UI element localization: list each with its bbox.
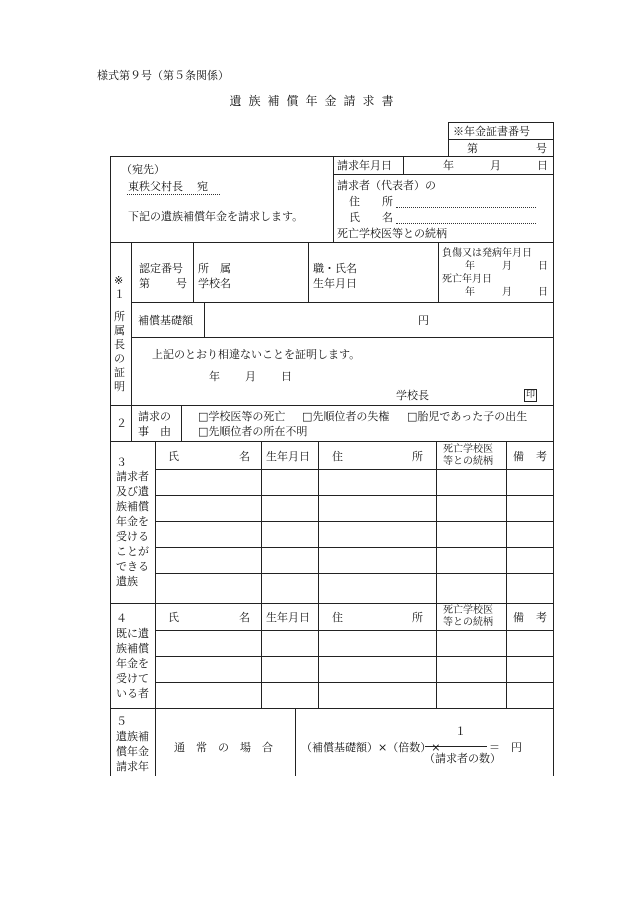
atesaki: （宛先） xyxy=(121,163,165,176)
col-mei: 名 xyxy=(239,450,250,463)
col-bi: 備 xyxy=(513,450,524,463)
col-birth: 生年月日 xyxy=(266,450,310,463)
section3-label-6: ことが xyxy=(116,545,149,558)
frame-left xyxy=(110,156,111,776)
nintei-label: 認定番号 xyxy=(139,262,183,275)
col-ko: 考 xyxy=(536,450,547,463)
option-death[interactable]: □学校医等の死亡 xyxy=(198,410,286,423)
col4-bi: 備 xyxy=(513,611,524,624)
section2-number: ２ xyxy=(116,417,127,430)
principal-label: 学校長 xyxy=(396,389,429,402)
formula-right: ＝ 円 xyxy=(489,741,522,754)
col-relation-2: 等との続柄 xyxy=(443,456,493,467)
shoku-label: 職・氏名 xyxy=(313,262,357,275)
cert-no-dai: 第 xyxy=(467,142,478,155)
col4-ju: 住 xyxy=(332,611,343,624)
cert-year: 年 xyxy=(209,370,220,383)
section5-label-3: 請求年 xyxy=(116,760,149,773)
section1-side-label: 所属長の証明 xyxy=(114,310,125,393)
section3-label-5: 受ける xyxy=(116,530,149,543)
formula-numerator: １ xyxy=(455,725,466,738)
section2-label-1: 請求の xyxy=(138,410,171,423)
form-label: 様式第９号（第５条関係） xyxy=(97,69,229,82)
col-relation-1: 死亡学校医 xyxy=(443,444,493,455)
address-label: 住 所 xyxy=(349,195,393,208)
seal-mark: 印 xyxy=(525,390,535,400)
formula-denominator: （請求者の数） xyxy=(424,752,501,765)
death-year: 年 xyxy=(465,287,475,298)
relation-label: 死亡学校医等との続柄 xyxy=(337,227,447,240)
section5-label-1: 遺族補 xyxy=(116,730,149,743)
name-label: 氏 名 xyxy=(349,211,393,224)
gakko-label: 学校名 xyxy=(198,277,231,290)
addressee-suffix: 宛 xyxy=(197,180,208,193)
date-month: 月 xyxy=(490,159,501,172)
section3-label-1: 請求者 xyxy=(116,470,149,483)
section5-number: ５ xyxy=(116,715,127,728)
option-birth[interactable]: □胎児であった子の出生 xyxy=(407,410,528,423)
date-day: 日 xyxy=(537,159,548,172)
section4-label-5: いる者 xyxy=(116,687,149,700)
section3-label-8: 遺族 xyxy=(116,575,138,588)
case-label: 通 常 の 場 合 xyxy=(174,741,273,754)
option-missing[interactable]: □先順位者の所在不明 xyxy=(198,425,308,438)
fraction-bar xyxy=(425,746,487,747)
section2-label-2: 事 由 xyxy=(138,425,171,438)
col4-shi: 氏 xyxy=(168,611,179,624)
injury-month: 月 xyxy=(502,261,512,272)
request-text: 下記の遺族補償年金を請求します。 xyxy=(128,210,304,223)
frame-right xyxy=(553,156,554,776)
section1-number: １ xyxy=(114,288,125,301)
injury-label: 負傷又は発病年月日 xyxy=(442,248,532,259)
col-sho: 所 xyxy=(412,450,423,463)
formula-left: （補償基礎額）×（倍数）× xyxy=(301,741,441,754)
cert-day: 日 xyxy=(281,370,292,383)
col4-sho: 所 xyxy=(412,611,423,624)
section1-mark: ※ xyxy=(114,274,124,287)
document-title: 遺族補償年金請求書 xyxy=(229,94,401,108)
cert-no-go: 号 xyxy=(536,142,547,155)
shozoku-label: 所 属 xyxy=(198,262,231,275)
base-label: 補償基礎額 xyxy=(138,314,193,327)
section3-label-2: 及び遺 xyxy=(116,485,149,498)
section4-label-4: 受けて xyxy=(116,672,149,685)
claimant-label: 請求者（代表者）の xyxy=(337,179,436,192)
section3-label-4: 年金を xyxy=(116,515,149,528)
nintei-go: 号 xyxy=(176,277,187,290)
col4-relation-1: 死亡学校医 xyxy=(443,605,493,616)
base-yen: 円 xyxy=(418,314,429,327)
cert-text: 上記のとおり相違ないことを証明します。 xyxy=(152,348,361,361)
section3-label-3: 族補償 xyxy=(116,500,149,513)
addressee: 東秩父村長 xyxy=(128,180,183,193)
death-month: 月 xyxy=(502,287,512,298)
injury-year: 年 xyxy=(465,261,475,272)
frame-top xyxy=(110,156,553,157)
col-ju: 住 xyxy=(332,450,343,463)
col4-birth: 生年月日 xyxy=(266,611,310,624)
date-year: 年 xyxy=(443,159,454,172)
death-day: 日 xyxy=(538,287,548,298)
death-label: 死亡年月日 xyxy=(442,274,492,285)
section4-label-2: 族補償 xyxy=(116,642,149,655)
nintei-dai: 第 xyxy=(139,277,150,290)
section4-label-3: 年金を xyxy=(116,657,149,670)
section5-label-2: 償年金 xyxy=(116,745,149,758)
injury-day: 日 xyxy=(538,261,548,272)
col4-ko: 考 xyxy=(536,611,547,624)
col4-mei: 名 xyxy=(239,611,250,624)
option-forfeit[interactable]: □先順位者の失権 xyxy=(302,410,390,423)
cert-no-label: ※年金証書番号 xyxy=(453,125,530,138)
section3-label-7: できる xyxy=(116,560,149,573)
cert-month: 月 xyxy=(245,370,256,383)
section4-label-1: 既に遺 xyxy=(116,627,149,640)
col4-relation-2: 等との続柄 xyxy=(443,617,493,628)
section3-number: ３ xyxy=(116,456,127,469)
section4-number: ４ xyxy=(116,612,127,625)
date-label: 請求年月日 xyxy=(337,159,392,172)
birth-label: 生年月日 xyxy=(313,277,357,290)
col-shi: 氏 xyxy=(168,450,179,463)
